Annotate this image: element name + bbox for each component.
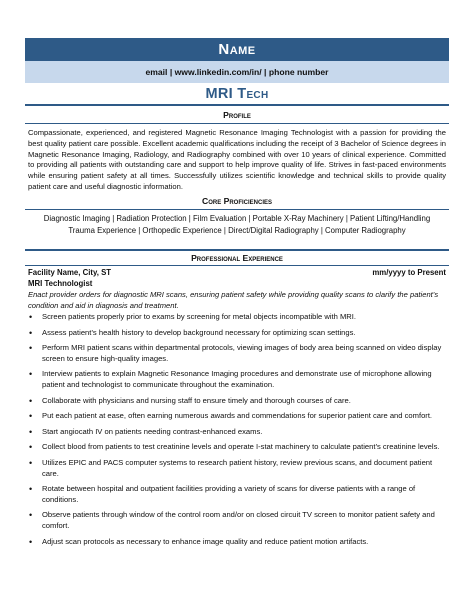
name-banner: Name — [25, 38, 449, 61]
list-item: • Perform MRI patient scans within departmental protocols, viewing images of body area being scanned on video display screen to ensure high-quality images. — [29, 343, 442, 363]
skills-line-1: Diagnostic Imaging | Radiation Protection | Film Evaluation | Portable X-Ray Machinery | Patient Lifting/Handling — [43, 214, 431, 223]
role-title: MRI Technologist — [28, 279, 93, 288]
profile-text: Compassionate, experienced, and registered Magnetic Resonance Imaging Technologist with a passion for providing the best quality patient care possible. Excellent academic qualifications including the receipt of 3 Bachelor of Science degrees in Magnetic Resonance Imaging, Radiology, and Radiography combined with over 10 years of clinical experience. Committed to providing all patients with outstanding care and support to help improve quality of life. Strives in fast-paced environments while ensuring patient safety at all times. Successfully utilizes scientific knowledge and technical skills to provide quality patient care and useful diagnostic information. — [28, 128, 446, 191]
role-summary: Enact provider orders for diagnostic MRI scans, ensuring patient safety while providing quality scans to clarify the patient’s condition and aid in diagnosis and treatment. — [28, 290, 439, 310]
employment-dates: mm/yyyy to Present — [372, 268, 446, 277]
list-item: • Utilizes EPIC and PACS computer systems to research patient history, review previous scans, and document patient care. — [29, 457, 433, 478]
skills-divider — [25, 209, 449, 210]
responsibilities-list — [28, 312, 446, 547]
skills-list — [25, 213, 449, 237]
list-item: • Put each patient at ease, often earning numerous awards and commendations for superior patient care and comfort. — [29, 411, 433, 422]
profile-divider — [25, 123, 449, 124]
experience-top-divider — [25, 249, 449, 251]
job-title: MRI Tech — [205, 86, 269, 102]
list-item: • Rotate between hospital and outpatient facilities providing a variety of scans for diverse patients with a range of conditions. — [29, 484, 416, 504]
list-item: • Start angiocath IV on patients needing contrast-enhanced exams. — [29, 426, 263, 437]
facility-name: Facility Name, City, ST — [28, 268, 112, 277]
skills-line-2: Trauma Experience | Orthopedic Experience | Direct/Digital Radiography | Computer Radiography — [68, 226, 406, 235]
profile-heading: Profile — [223, 110, 251, 120]
experience-divider — [25, 265, 449, 266]
experience-heading: Professional Experience — [191, 253, 283, 263]
title-divider — [25, 104, 449, 106]
skills-heading: Core Proficiencies — [202, 196, 272, 206]
list-item: • Interview patients to explain Magnetic Resonance Imaging procedures and demonstrate use of microphone allowing patient and technologist to communicate throughout the examination. — [29, 369, 432, 389]
list-item: • Screen patients properly prior to exams by screening for metal objects incompatible with MRI. — [29, 312, 357, 322]
list-item: • Observe patients through window of the control room and/or on closed circuit TV screen to monitor patient safety and comfort. — [29, 510, 435, 530]
list-item: • Adjust scan protocols as necessary to enhance image quality and reduce patient motion artifacts. — [29, 536, 369, 547]
list-item: • Assess patient’s health history to develop background necessary for optimizing scan settings. — [29, 327, 356, 338]
list-item: • Collect blood from patients to test creatinine levels and operate I-stat machinery to calculate patient’s creatinine levels. — [29, 442, 440, 453]
list-item: • Collaborate with physicians and nursing staff to ensure timely and thorough courses of care. — [29, 395, 351, 406]
contact-line: email | www.linkedin.com/in/ | phone number — [25, 61, 449, 83]
